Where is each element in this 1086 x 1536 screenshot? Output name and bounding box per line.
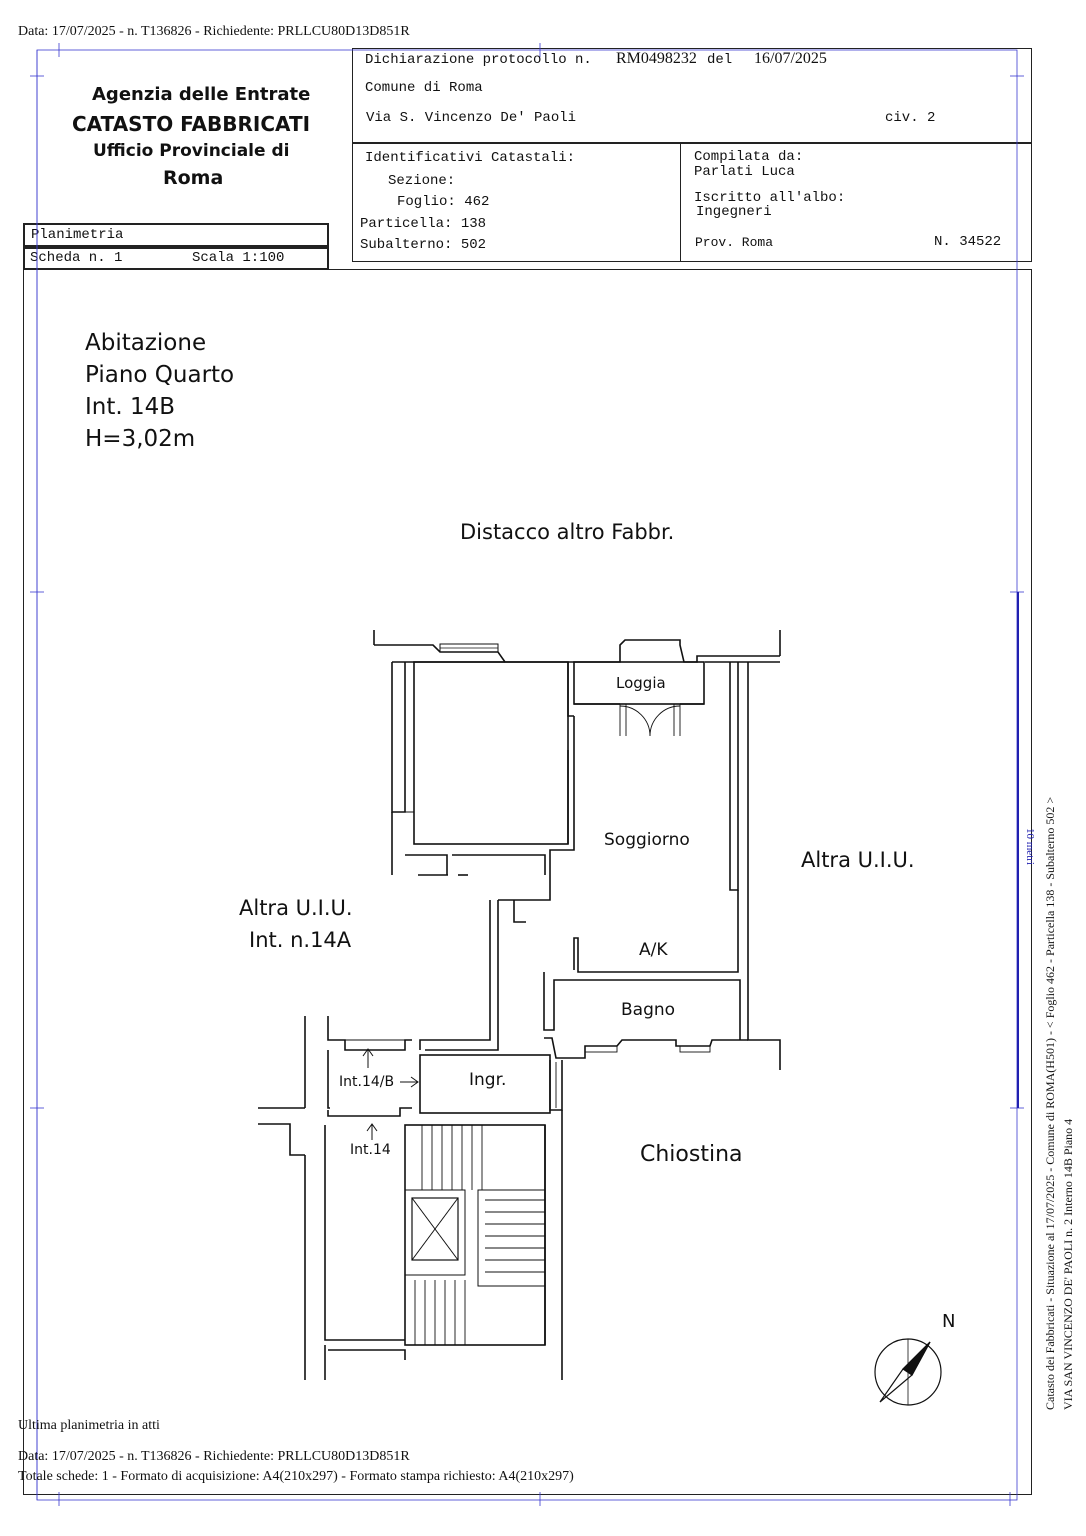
ultima-planimetria: Ultima planimetria in atti xyxy=(18,1418,160,1433)
north-arrow-icon xyxy=(875,1339,941,1405)
sezione-field: Sezione: xyxy=(388,173,456,189)
int14a-label: Int. n.14A xyxy=(249,928,352,952)
scala-label: Scala 1:100 xyxy=(192,250,285,266)
unit-height: H=3,02m xyxy=(85,426,196,452)
compiler-name: Parlati Luca xyxy=(694,164,795,180)
int14b-label: Int.14/B xyxy=(339,1074,395,1090)
subalterno-field: Subalterno: 502 xyxy=(360,237,487,253)
office-city: Roma xyxy=(163,167,224,189)
scale-bar-label: 10 metri xyxy=(1024,828,1036,865)
address-label: Via S. Vincenzo De' Paoli xyxy=(366,110,577,126)
planimetria-label: Planimetria xyxy=(31,227,124,243)
ak-label: A/K xyxy=(639,940,668,960)
agency-name: Agenzia delle Entrate xyxy=(92,84,311,105)
distacco-label: Distacco altro Fabbr. xyxy=(460,520,675,544)
comune-label: Comune di Roma xyxy=(365,80,483,96)
bagno-label: Bagno xyxy=(621,1000,676,1020)
walls xyxy=(258,630,780,1380)
del-label: del xyxy=(707,52,733,68)
prov-label: Prov. Roma xyxy=(695,235,774,250)
loggia-label: Loggia xyxy=(616,674,666,692)
footer-data-line: Data: 17/07/2025 - n. T136826 - Richiedente: PRLLCU80D13D851R xyxy=(18,1449,410,1464)
top-meta-line: Data: 17/07/2025 - n. T136826 - Richiedente: PRLLCU80D13D851R xyxy=(18,24,410,39)
albo-value: Ingegneri xyxy=(696,204,772,220)
protocol-label: Dichiarazione protocollo n. xyxy=(365,52,592,68)
int14-label: Int.14 xyxy=(350,1142,391,1158)
particella-field: Particella: 138 xyxy=(360,216,487,232)
soggiorno-label: Soggiorno xyxy=(604,830,690,850)
scheda-label: Scheda n. 1 xyxy=(30,250,123,266)
compilata-label: Compilata da: xyxy=(694,149,804,165)
registration-frame xyxy=(30,43,1024,1506)
north-label: N xyxy=(942,1311,956,1332)
identifiers-heading: Identificativi Catastali: xyxy=(365,150,576,166)
side-text-line-1: Catasto dei Fabbricati - Situazione al 17/07/2025 - Comune di ROMA(H501) - < Foglio 462 - Particella 138 - Subalterno 502 > xyxy=(1043,796,1057,1410)
protocol-date: 16/07/2025 xyxy=(754,50,827,67)
albo-number: N. 34522 xyxy=(934,234,1002,250)
iscritto-label: Iscritto all'albo: xyxy=(694,190,846,206)
side-text-line-2: VIA SAN VINCENZO DE' PAOLI n. 2 Interno 14B Piano 4 xyxy=(1061,1118,1075,1410)
civ-label: civ. 2 xyxy=(885,110,936,126)
ufficio-label: Ufficio Provinciale di xyxy=(93,141,290,161)
chiostina-label: Chiostina xyxy=(640,1142,743,1167)
protocol-number: RM0498232 xyxy=(616,50,697,67)
unit-interior: Int. 14B xyxy=(85,394,176,420)
catasto-title: CATASTO FABBRICATI xyxy=(72,112,311,136)
foglio-field: Foglio: 462 xyxy=(397,194,490,210)
altra-uiu-right-label: Altra U.I.U. xyxy=(801,848,915,872)
ingresso-label: Ingr. xyxy=(469,1070,507,1090)
unit-floor: Piano Quarto xyxy=(85,362,235,388)
footer-totale-line: Totale schede: 1 - Formato di acquisizione: A4(210x297) - Formato stampa richiesto: A4(210x297) xyxy=(18,1469,574,1484)
unit-type: Abitazione xyxy=(85,330,207,356)
altra-uiu-left-label: Altra U.I.U. xyxy=(239,896,353,920)
